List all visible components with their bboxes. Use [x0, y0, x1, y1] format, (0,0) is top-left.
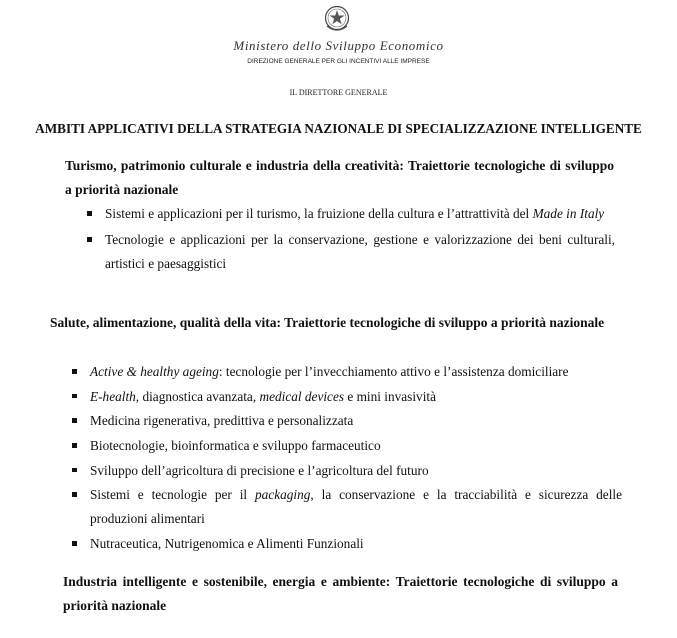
department-name: DIREZIONE GENERALE PER GLI INCENTIVI ALLE IMPRESE — [247, 58, 430, 65]
list-item: Medicina rigenerativa, predittiva e personalizzata — [70, 409, 622, 433]
document-title: AMBITI APPLICATIVI DELLA STRATEGIA NAZIONALE DI SPECIALIZZAZIONE INTELLIGENTE — [35, 121, 642, 136]
republic-emblem-icon — [323, 4, 351, 34]
section-list-tourism — [85, 202, 615, 276]
section-title-health: Salute, alimentazione, qualità della vita: Traiettorie tecnologiche di sviluppo a priorità nazionale — [50, 315, 605, 330]
list-item: Sistemi e tecnologie per il packaging, la conservazione e la tracciabilità e sicurezza delle produzioni alimentari — [70, 483, 622, 531]
section-title-industry: Industria intelligente e sostenibile, energia e ambiente: Traiettorie tecnologiche di sviluppo a priorità nazionale — [63, 574, 618, 613]
ministry-name: Ministero dello Sviluppo Economico — [233, 38, 444, 53]
list-item: Sistemi e applicazioni per il turismo, la fruizione della cultura e l’attrattività del Made in Italy — [85, 202, 615, 226]
list-item: Nutraceutica, Nutrigenomica e Alimenti Funzionali — [70, 532, 622, 556]
list-item: Tecnologie e applicazioni per la conservazione, gestione e valorizzazione dei beni culturali, artistici e paesaggistici — [85, 228, 615, 276]
section-title-tourism: Turismo, patrimonio culturale e industria della creatività: Traiettorie tecnologiche di sviluppo a priorità nazionale — [65, 158, 614, 197]
list-item: Sviluppo dell’agricoltura di precisione e l’agricoltura del futuro — [70, 459, 622, 483]
list-item: Active & healthy ageing: tecnologie per l’invecchiamento attivo e l’assistenza domiciliare — [70, 360, 622, 384]
section-list-health — [70, 360, 622, 557]
list-item: Biotecnologie, bioinformatica e sviluppo farmaceutico — [70, 434, 622, 458]
list-item: E-health, diagnostica avanzata, medical devices e mini invasività — [70, 385, 622, 409]
office-title: IL DIRETTORE GENERALE — [289, 88, 388, 97]
